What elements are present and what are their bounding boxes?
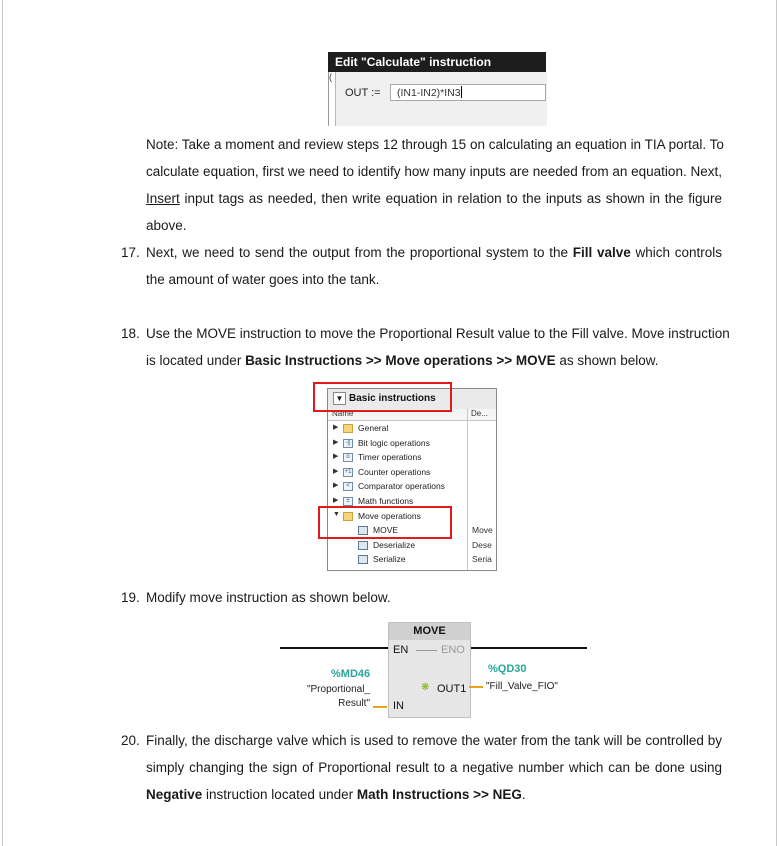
step-20-line-3-b: . xyxy=(521,787,526,802)
bit-logic-icon: -|| xyxy=(343,439,353,448)
instruction-tree xyxy=(327,388,497,571)
math-neg-bold: Math Instructions >> NEG xyxy=(356,787,522,802)
tree-item-label: Comparator operations xyxy=(358,481,445,491)
step-18-line-2 xyxy=(146,347,722,374)
tree-item-deserialize[interactable] xyxy=(328,539,496,553)
note-line-3-rest: input tags as needed, then write equation in relation to the inputs as shown in the figure xyxy=(179,191,722,206)
tree-item-label: General xyxy=(358,423,389,433)
column-description: De... xyxy=(471,409,488,418)
note-line-2: calculate equation, first we need to identify how many inputs are needed from an equation. Next, xyxy=(146,164,722,179)
tree-item-desc: Move xyxy=(472,525,493,535)
tree-item-label: Counter operations xyxy=(358,467,431,477)
eno-pin: ENO xyxy=(441,644,465,656)
counter-icon: +1 xyxy=(344,469,352,475)
step-19-number: 19. xyxy=(121,590,140,605)
expand-arrow-icon[interactable]: ▶ xyxy=(333,453,339,460)
en-pin: EN xyxy=(393,644,409,656)
fill-valve-bold: Fill valve xyxy=(572,245,631,260)
out1-pin: OUT1 xyxy=(437,683,467,695)
highlight-move-operations xyxy=(318,506,452,539)
calculate-left-glyph: ( xyxy=(329,72,332,82)
math-icon: ± xyxy=(343,497,353,506)
in-operand-tag[interactable] xyxy=(282,683,370,711)
step-20-line-3 xyxy=(146,781,722,808)
star-icon: ❋ xyxy=(421,682,430,693)
expand-arrow-icon[interactable]: ▶ xyxy=(333,468,339,475)
tree-item-bit-logic[interactable] xyxy=(328,437,496,451)
comparator-icon: < xyxy=(343,482,353,491)
instruction-icon xyxy=(358,555,368,564)
collapse-arrow-icon[interactable]: ▼ xyxy=(333,511,340,518)
timer-icon: o xyxy=(343,453,353,462)
power-rail-right xyxy=(469,647,587,649)
tree-item-label: MOVE xyxy=(373,525,399,535)
in-operand-address[interactable]: %MD46 xyxy=(331,668,371,680)
tree-item-label: Bit logic operations xyxy=(358,438,430,448)
note-line-3 xyxy=(146,185,722,212)
step-17-line-1 xyxy=(146,239,722,266)
note-line-4: above. xyxy=(146,218,187,233)
in-operand-tag-line-1: "Proportional_ xyxy=(306,684,370,695)
text-caret xyxy=(461,86,462,98)
move-block[interactable] xyxy=(388,622,471,718)
step-20-line-1: Finally, the discharge valve which is used to remove the water from the tank will be controlled by xyxy=(146,733,722,748)
step-18-line-1: Use the MOVE instruction to move the Proportional Result value to the Fill valve. Move instruction xyxy=(146,326,730,341)
move-path-bold: Basic Instructions >> Move operations >> MOVE xyxy=(245,353,556,368)
power-rail-left xyxy=(280,647,388,649)
step-18-text xyxy=(146,320,730,374)
step-20-line-2: simply changing the sign of Proportional result to a negative number which can be done using xyxy=(146,760,722,775)
tree-item-label: Math functions xyxy=(358,496,414,506)
step-20-line-3-a: instruction located under xyxy=(202,787,357,802)
tree-item-label: Deserialize xyxy=(373,540,416,550)
expand-arrow-icon[interactable]: ▶ xyxy=(333,424,339,431)
step-17-number: 17. xyxy=(121,245,140,260)
highlight-basic-instructions xyxy=(313,382,452,412)
tree-item-counter[interactable] xyxy=(328,466,496,480)
step-17-text xyxy=(146,239,722,293)
step-17-line-1-a: Next, we need to send the output from the proportional system to the xyxy=(146,245,573,260)
out-operand-tag[interactable]: "Fill_Valve_FIO" xyxy=(486,681,558,692)
step-20-text xyxy=(146,727,722,808)
folder-icon xyxy=(343,424,353,433)
calculate-expression-field[interactable] xyxy=(390,84,546,101)
calculate-out-label: OUT := xyxy=(345,87,381,99)
calculate-expression-text: (IN1-IN2)*IN3 xyxy=(397,87,461,99)
note-paragraph xyxy=(146,131,722,239)
calculate-dialog-body xyxy=(328,72,547,126)
insert-link[interactable]: Insert xyxy=(146,191,180,206)
step-17-line-1-b: which controls xyxy=(630,245,722,260)
out-wire xyxy=(469,686,483,688)
in-operand-tag-line-2: Result" xyxy=(338,698,370,709)
eno-line xyxy=(416,650,437,651)
expand-arrow-icon[interactable]: ▶ xyxy=(333,497,339,504)
tree-item-timer[interactable] xyxy=(328,451,496,465)
calculate-dialog xyxy=(328,52,546,126)
tree-item-comparator[interactable] xyxy=(328,480,496,494)
page-edge-left xyxy=(2,0,3,846)
step-20-number: 20. xyxy=(121,733,140,748)
in-wire xyxy=(373,706,387,708)
page-edge-right xyxy=(776,0,777,846)
tree-item-label: Timer operations xyxy=(358,452,422,462)
tree-item-label: Move operations xyxy=(358,511,421,521)
negative-bold: Negative xyxy=(146,787,203,802)
step-19-text: Modify move instruction as shown below. xyxy=(146,590,391,605)
in-pin: IN xyxy=(393,700,404,712)
expand-arrow-icon[interactable]: ▶ xyxy=(333,439,339,446)
step-18-number: 18. xyxy=(121,326,140,341)
note-line-1: Note: Take a moment and review steps 12 through 15 on calculating an equation in TIA portal. To xyxy=(146,137,724,152)
calculate-dialog-left-strip xyxy=(329,72,336,126)
column-name: Name xyxy=(332,409,354,418)
instruction-icon xyxy=(358,541,368,550)
tree-item-general[interactable] xyxy=(328,422,496,436)
chevron-down-icon[interactable]: ▼ xyxy=(333,392,346,405)
tree-item-desc: Seria xyxy=(472,554,492,564)
tree-item-desc: Dese xyxy=(472,540,492,550)
out-operand-address[interactable]: %QD30 xyxy=(488,663,527,675)
calculate-dialog-title: Edit "Calculate" instruction xyxy=(328,52,546,72)
step-18-line-2-a: is located under xyxy=(146,353,246,368)
expand-arrow-icon[interactable]: ▶ xyxy=(333,482,339,489)
move-block-title: MOVE xyxy=(389,623,470,640)
tree-item-label: Serialize xyxy=(373,554,406,564)
tree-header-title: Basic instructions xyxy=(349,393,436,404)
step-18-line-2-b: as shown below. xyxy=(555,353,659,368)
tree-item-serialize[interactable] xyxy=(328,553,496,567)
step-17-line-2: the amount of water goes into the tank. xyxy=(146,272,380,287)
